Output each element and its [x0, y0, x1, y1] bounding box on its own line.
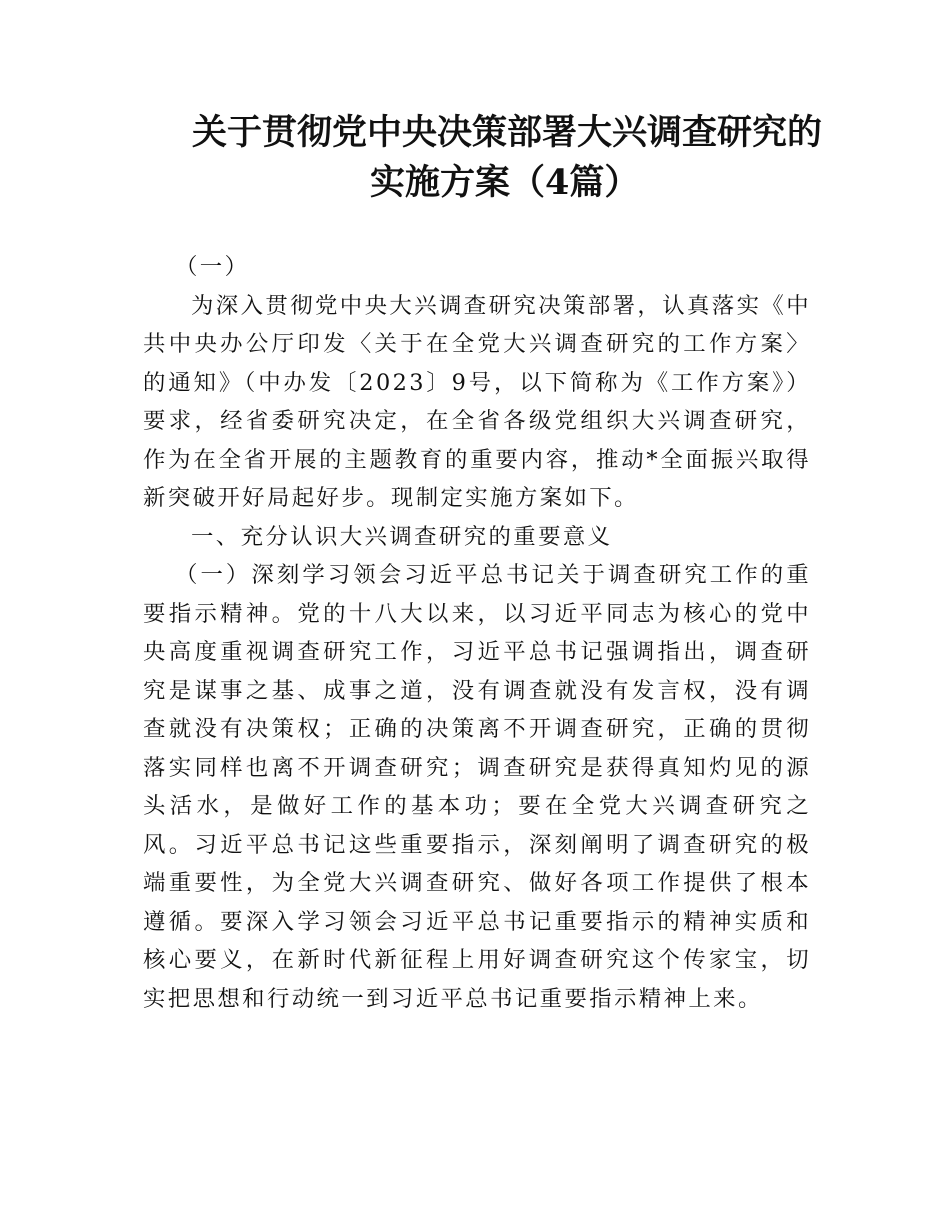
- intro-paragraph: 为深入贯彻党中央大兴调查研究决策部署，认真落实《中共中央办公厅印发〈关于在全党大兴调查研究的工作方案〉的通知》（中办发〔2023〕9号，以下简称为《工作方案》）要求，经省委研究决定，在全省各级党组织大兴调查研究，作为在全省开展的主题教育的重要内容，推动*全面振兴取得新突破开好局起好步。现制定实施方案如下。: [143, 292, 811, 511]
- document-body: [143, 248, 811, 1018]
- title-line-1: 关于贯彻党中央决策部署大兴调查研究的: [192, 112, 823, 153]
- document-title: [140, 108, 823, 208]
- section-heading: 一、充分认识大兴调查研究的重要意义: [191, 523, 613, 550]
- subsection-paragraph: （一）深刻学习领会习近平总书记关于调查研究工作的重要指示精神。党的十八大以来，以习近平同志为核心的党中央高度重视调查研究工作，习近平总书记强调指出，调查研究是谋事之基、成事之道，没有调查就没有发言权，没有调查就没有决策权；正确的决策离不开调查研究，正确的贯彻落实同样也离不开调查研究；调查研究是获得真知灼见的源头活水，是做好工作的基本功；要在全党大兴调查研究之风。习近平总书记这些重要指示，深刻阐明了调查研究的极端重要性，为全党大兴调查研究、做好各项工作提供了根本遵循。要深入学习领会习近平总书记重要指示的精神实质和核心要义，在新时代新征程上用好调查研究这个传家宝，切实把思想和行动统一到习近平总书记重要指示精神上来。: [143, 562, 811, 1012]
- section-marker: （一）: [175, 254, 250, 280]
- title-line-2: 实施方案（4篇）: [370, 162, 640, 203]
